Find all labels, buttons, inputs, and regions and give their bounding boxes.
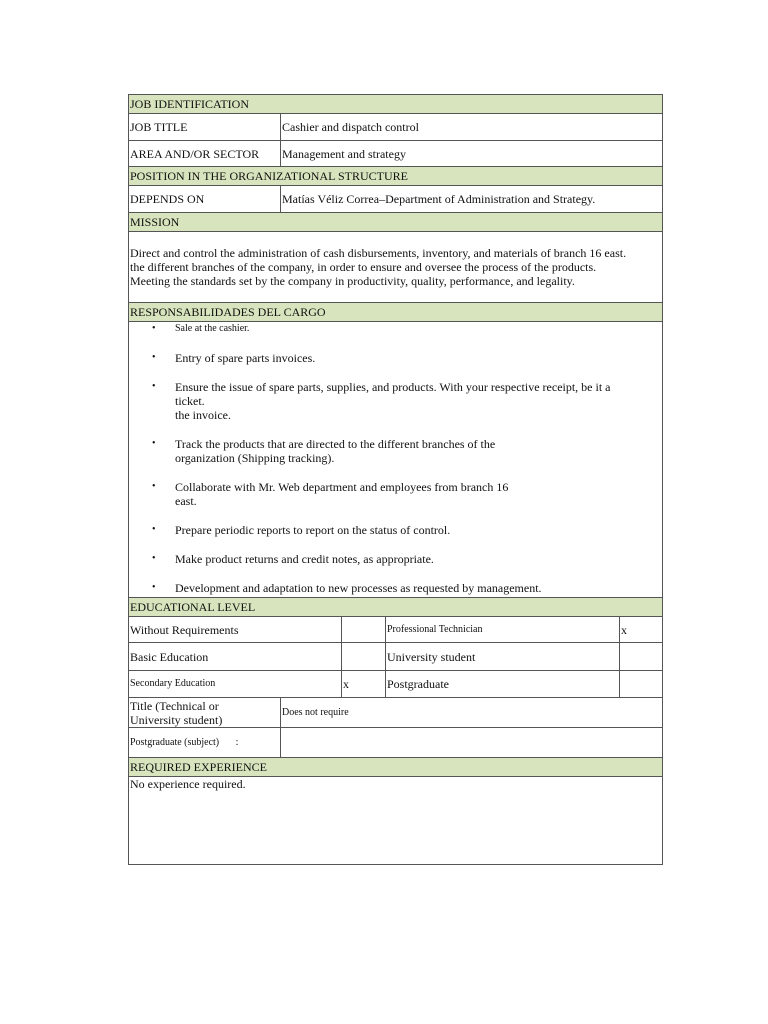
title-label xyxy=(129,698,281,728)
position-header-row xyxy=(129,167,663,186)
list-item-line: the invoice. xyxy=(175,408,231,422)
list-item-line: Collaborate with Mr. Web department and employees from branch 16 xyxy=(175,480,509,494)
job-title-value: Cashier and dispatch control xyxy=(281,114,663,141)
list-item-line: Track the products that are directed to the different branches of the xyxy=(175,437,496,451)
area-label: AREA AND/OR SECTOR xyxy=(129,141,281,167)
responsibilities-header-row xyxy=(129,303,663,322)
bullet-icon: • xyxy=(152,438,156,449)
position-header: POSITION IN THE ORGANIZATIONAL STRUCTURE xyxy=(129,167,663,186)
job-identification-header-row xyxy=(129,95,663,114)
area-value: Management and strategy xyxy=(281,141,663,167)
list-item xyxy=(130,552,661,566)
postgraduate-subject-label xyxy=(129,728,281,758)
list-item xyxy=(130,480,661,508)
mission-line: the different branches of the company, in order to ensure and oversee the process of the products. xyxy=(130,260,597,274)
list-item-line: Make product returns and credit notes, as appropriate. xyxy=(175,552,434,566)
education-level-label: Postgraduate xyxy=(386,671,620,698)
bullet-icon: • xyxy=(152,582,156,593)
education-level-mark: x xyxy=(620,617,663,643)
list-item-line: Prepare periodic reports to report on the status of control. xyxy=(175,523,451,537)
job-title-label: JOB TITLE xyxy=(129,114,281,141)
list-item-line: organization (Shipping tracking). xyxy=(175,451,335,465)
experience-row xyxy=(129,777,663,865)
education-row xyxy=(129,643,663,671)
education-level-mark xyxy=(342,643,386,671)
responsibilities-list xyxy=(130,322,661,595)
title-value: Does not require xyxy=(281,698,663,728)
mission-header-row xyxy=(129,213,663,232)
education-level-label: Professional Technician xyxy=(386,617,620,643)
experience-header-row xyxy=(129,758,663,777)
bullet-icon: • xyxy=(152,553,156,564)
depends-on-row xyxy=(129,186,663,213)
education-header: EDUCATIONAL LEVEL xyxy=(129,598,663,617)
bullet-icon: • xyxy=(152,352,156,363)
list-item xyxy=(130,380,661,422)
responsibilities-cell xyxy=(129,322,663,598)
education-level-mark xyxy=(620,643,663,671)
bullet-icon: • xyxy=(152,323,156,334)
education-level-mark xyxy=(620,671,663,698)
list-item xyxy=(130,523,661,537)
education-level-label: Secondary Education xyxy=(129,671,342,698)
job-description-document xyxy=(128,94,662,865)
education-row xyxy=(129,617,663,643)
education-level-mark: x xyxy=(342,671,386,698)
bullet-icon: • xyxy=(152,481,156,492)
list-item-line: Sale at the cashier. xyxy=(175,323,250,334)
job-description-table xyxy=(128,94,663,865)
responsibilities-header: RESPONSABILIDADES DEL CARGO xyxy=(129,303,663,322)
list-item xyxy=(130,437,661,465)
bullet-icon: • xyxy=(152,524,156,535)
postgraduate-subject-colon: : xyxy=(235,736,239,748)
education-level-label: Basic Education xyxy=(129,643,342,671)
job-title-row xyxy=(129,114,663,141)
list-item-line: Entry of spare parts invoices. xyxy=(175,351,316,365)
mission-line: Meeting the standards set by the company in productivity, quality, performance, and legality. xyxy=(130,274,575,288)
postgraduate-subject-value xyxy=(281,728,663,758)
education-level-mark xyxy=(342,617,386,643)
job-identification-header: JOB IDENTIFICATION xyxy=(129,95,663,114)
list-item-line: east. xyxy=(175,494,197,508)
experience-header: REQUIRED EXPERIENCE xyxy=(129,758,663,777)
postgraduate-subject-row xyxy=(129,728,663,758)
mission-row xyxy=(129,232,663,303)
list-item xyxy=(130,581,661,595)
depends-on-value: Matías Véliz Correa–Department of Administration and Strategy. xyxy=(281,186,663,213)
mission-text xyxy=(129,232,663,303)
education-level-label: Without Requirements xyxy=(129,617,342,643)
mission-header: MISSION xyxy=(129,213,663,232)
mission-line: Direct and control the administration of cash disbursements, inventory, and materials of branch 16 east. xyxy=(130,246,627,260)
list-item-line: Ensure the issue of spare parts, supplies, and products. With your respective receipt, be it a ticket. xyxy=(175,380,611,408)
bullet-icon: • xyxy=(152,381,156,392)
postgraduate-subject-text: Postgraduate (subject) xyxy=(130,736,220,748)
responsibilities-row xyxy=(129,322,663,598)
education-row xyxy=(129,671,663,698)
title-label-line: Title (Technical or xyxy=(130,698,219,713)
title-row xyxy=(129,698,663,728)
depends-on-label: DEPENDS ON xyxy=(129,186,281,213)
list-item xyxy=(130,322,661,336)
area-row xyxy=(129,141,663,167)
title-label-line: University student) xyxy=(130,712,223,727)
experience-text: No experience required. xyxy=(129,777,663,865)
education-header-row xyxy=(129,598,663,617)
education-level-label: University student xyxy=(386,643,620,671)
list-item xyxy=(130,351,661,365)
list-item-line: Development and adaptation to new processes as requested by management. xyxy=(175,581,542,595)
